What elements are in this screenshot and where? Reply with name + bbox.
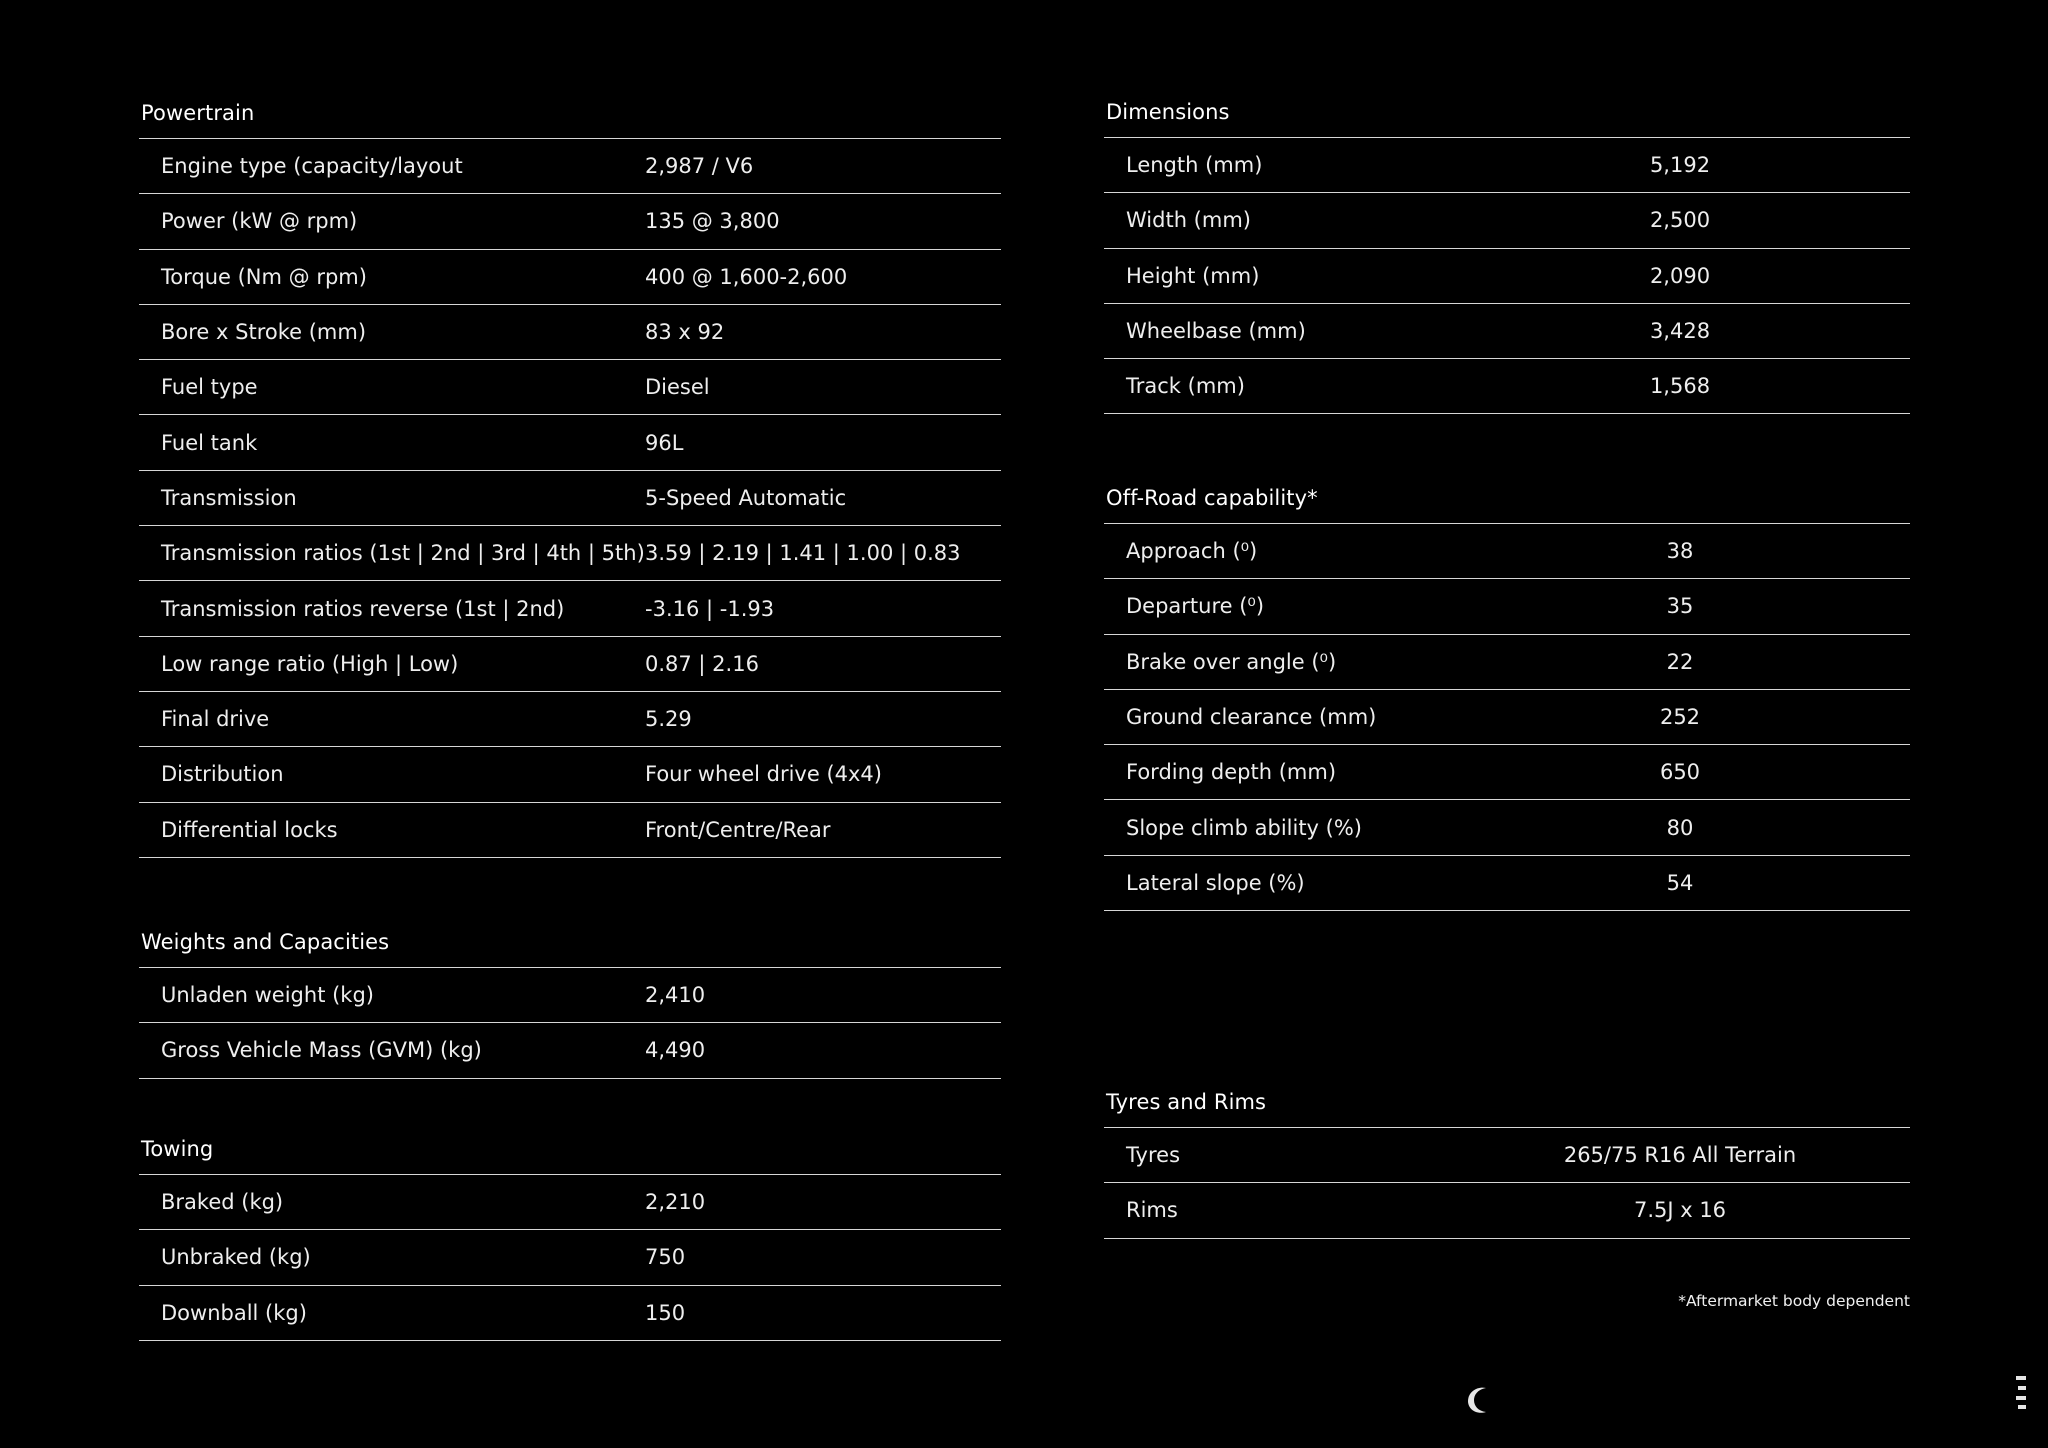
spec-value: Front/Centre/Rear <box>645 817 831 842</box>
spec-row <box>1104 690 1910 745</box>
section-heading: Off-Road capability* <box>1104 482 1910 524</box>
spec-value: 96L <box>645 430 684 455</box>
spec-row <box>1104 524 1910 579</box>
spec-row <box>1104 304 1910 359</box>
spec-value: -3.16 | -1.93 <box>645 596 775 621</box>
spec-value: 150 <box>645 1300 686 1325</box>
spec-value: 5-Speed Automatic <box>645 485 847 510</box>
spec-label: Ground clearance (mm) <box>1126 705 1377 730</box>
spec-value: 252 <box>1659 705 1701 730</box>
spec-label: Transmission <box>161 485 297 510</box>
spec-label: Slope climb ability (%) <box>1126 815 1362 840</box>
spec-label: Transmission ratios (1st | 2nd | 3rd | 4th | 5th) <box>161 541 645 566</box>
weights-section <box>139 926 1001 1079</box>
spec-label: Power (kW @ rpm) <box>161 209 358 234</box>
spec-value: 3,428 <box>1649 319 1711 344</box>
spec-row <box>139 194 1001 249</box>
dimensions-section <box>1104 96 1910 414</box>
spec-value: 7.5J x 16 <box>1633 1198 1727 1223</box>
spec-row <box>1104 138 1910 193</box>
spec-value: 5,192 <box>1649 153 1711 178</box>
spec-row <box>1104 193 1910 248</box>
spec-value: 80 <box>1666 815 1694 840</box>
spec-value: 1,568 <box>1649 374 1711 399</box>
spec-row <box>139 692 1001 747</box>
spec-row <box>139 803 1001 858</box>
spec-row <box>139 305 1001 360</box>
spec-label: Lateral slope (%) <box>1126 870 1305 895</box>
spec-row <box>1104 1128 1910 1183</box>
spec-value: 135 @ 3,800 <box>645 209 780 234</box>
spec-label: Fuel tank <box>161 430 258 455</box>
spec-label: Differential locks <box>161 817 338 842</box>
section-heading: Towing <box>139 1133 1001 1175</box>
spec-value: 35 <box>1666 594 1694 619</box>
footnote: *Aftermarket body dependent <box>1678 1292 1910 1310</box>
spec-label: Distribution <box>161 762 284 787</box>
spec-value: 2,090 <box>1649 263 1711 288</box>
spec-label: Engine type (capacity/layout <box>161 154 463 179</box>
spec-row <box>139 1230 1001 1285</box>
spec-value: 2,500 <box>1649 208 1711 233</box>
page-corner-icon <box>2014 1376 2028 1410</box>
spec-value: 2,210 <box>645 1190 706 1215</box>
spec-row <box>139 637 1001 692</box>
spec-row <box>139 1175 1001 1230</box>
spec-value: 38 <box>1666 539 1694 564</box>
spec-value: 3.59 | 2.19 | 1.41 | 1.00 | 0.83 <box>645 541 961 566</box>
tyres-section <box>1104 1086 1910 1239</box>
spec-row <box>139 1286 1001 1341</box>
spec-label: Fuel type <box>161 375 258 400</box>
spec-row <box>1104 800 1910 855</box>
spec-value: 22 <box>1666 649 1694 674</box>
spec-label: Brake over angle (⁰) <box>1126 649 1337 674</box>
spec-value: Four wheel drive (4x4) <box>645 762 882 787</box>
spec-label: Braked (kg) <box>161 1190 284 1215</box>
section-heading: Weights and Capacities <box>139 926 1001 968</box>
spec-value: 83 x 92 <box>645 320 725 345</box>
spec-value: 4,490 <box>645 1038 706 1063</box>
spec-row <box>139 139 1001 194</box>
spec-label: Tyres <box>1126 1143 1181 1168</box>
spec-value: 0.87 | 2.16 <box>645 651 759 676</box>
spec-row <box>1104 579 1910 634</box>
spec-label: Departure (⁰) <box>1126 594 1265 619</box>
section-heading: Tyres and Rims <box>1104 1086 1910 1128</box>
spec-row <box>139 968 1001 1023</box>
spec-value: Diesel <box>645 375 710 400</box>
spec-value: 54 <box>1666 870 1694 895</box>
spec-label: Approach (⁰) <box>1126 539 1258 564</box>
spec-label: Unladen weight (kg) <box>161 983 374 1008</box>
spec-label: Transmission ratios reverse (1st | 2nd) <box>161 596 565 621</box>
towing-section <box>139 1133 1001 1341</box>
spec-value: 2,987 / V6 <box>645 154 754 179</box>
spec-row <box>139 471 1001 526</box>
spec-label: Track (mm) <box>1126 374 1245 399</box>
spec-row <box>139 250 1001 305</box>
spec-label: Width (mm) <box>1126 208 1251 233</box>
spec-label: Torque (Nm @ rpm) <box>161 264 367 289</box>
spec-row <box>1104 635 1910 690</box>
spec-value: 400 @ 1,600-2,600 <box>645 264 848 289</box>
spec-value: 750 <box>645 1245 686 1270</box>
spec-label: Low range ratio (High | Low) <box>161 651 459 676</box>
spec-label: Final drive <box>161 707 270 732</box>
spec-row <box>1104 359 1910 414</box>
spec-row <box>1104 1183 1910 1238</box>
spec-label: Wheelbase (mm) <box>1126 319 1306 344</box>
spec-label: Length (mm) <box>1126 153 1263 178</box>
spec-value: 5.29 <box>645 707 692 732</box>
powertrain-section <box>139 97 1001 858</box>
spec-row <box>139 1023 1001 1078</box>
spec-label: Rims <box>1126 1198 1178 1223</box>
spec-label: Gross Vehicle Mass (GVM) (kg) <box>161 1038 482 1063</box>
spec-row <box>139 360 1001 415</box>
spec-label: Downball (kg) <box>161 1300 307 1325</box>
spec-row <box>1104 745 1910 800</box>
spec-value: 2,410 <box>645 983 706 1008</box>
spec-label: Height (mm) <box>1126 263 1260 288</box>
spec-label: Bore x Stroke (mm) <box>161 320 367 345</box>
spec-row <box>139 581 1001 636</box>
offroad-section <box>1104 482 1910 911</box>
spec-value: 650 <box>1659 760 1701 785</box>
spec-value: 265/75 R16 All Terrain <box>1563 1143 1797 1168</box>
spec-label: Fording depth (mm) <box>1126 760 1337 785</box>
spec-row <box>139 526 1001 581</box>
section-heading: Powertrain <box>139 97 1001 139</box>
spec-row <box>139 747 1001 802</box>
spec-row <box>1104 856 1910 911</box>
spec-row <box>139 415 1001 470</box>
spec-label: Unbraked (kg) <box>161 1245 311 1270</box>
section-heading: Dimensions <box>1104 96 1910 138</box>
brand-logo-icon <box>1464 1384 1492 1416</box>
spec-row <box>1104 249 1910 304</box>
